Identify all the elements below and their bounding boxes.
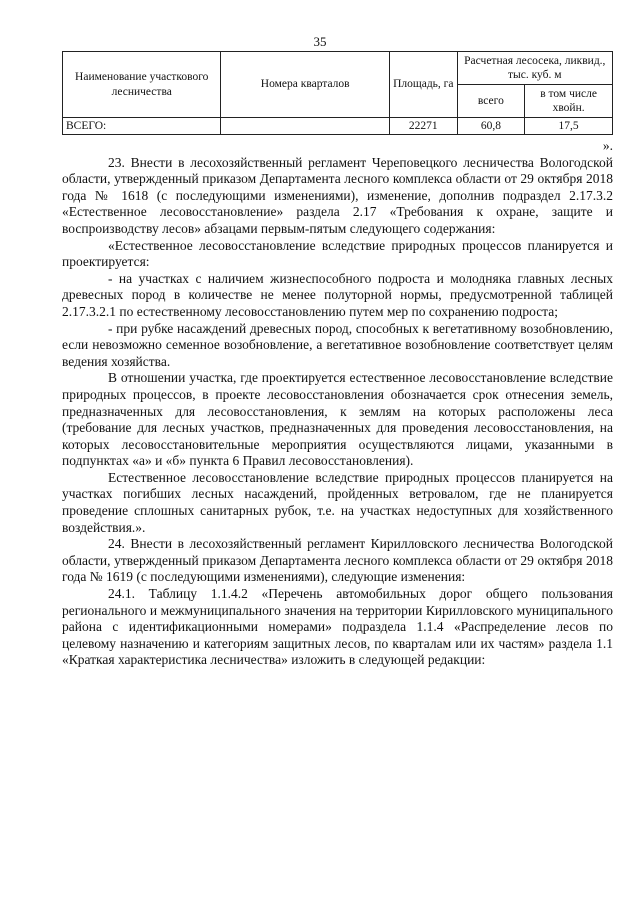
table-closing-quote: ». (602, 138, 613, 153)
total-volume: 60,8 (457, 118, 525, 135)
document-body (62, 138, 613, 669)
total-quarters (221, 118, 390, 135)
paragraph-bullet-undergrowth: - на участках с наличием жизнеспособного подроста и молодняка главных лесных древесных пород в количестве не менее полуторной нормы, предусмотренной таблицей 2.17.3.2.1 по естественному лесовосстановлению путем мер по сохранению подроста; (62, 270, 613, 319)
paragraph-windfall-areas: Естественное лесовосстановление вследствие природных процессов планируется на участках погибших лесных насаждений, пройденных ветровалом, где не планируется проведение сплошных санитарных рубок, т.е. на участках недоступных для хозяйственного воздействия.». (62, 469, 613, 535)
total-label: ВСЕГО: (63, 118, 221, 135)
paragraph-item-24: 24. Внести в лесохозяйственный регламент Кирилловского лесничества Вологодской области, утвержденный приказом Департамента лесного комплекса области от 29 октября 2018 года № 1619 (с последующими изменениями), следующие изменения: (62, 536, 613, 585)
paragraph-item-24-1: 24.1. Таблицу 1.1.4.2 «Перечень автомобильных дорог общего пользования регионального и межмуниципального значения на территории Кирилловского муниципального района с идентификационными номерами» подраздела 1.1.4 «Распределение лесов по целевому назначению и категориям защитных лесов, по кварталам или их частям» раздела 1.1 «Краткая характеристика лесничества» изложить в следующей редакции: (62, 586, 613, 668)
table-header-row (63, 52, 613, 85)
header-forestry-name: Наименование участкового лесничества (63, 52, 221, 118)
page-number: 35 (313, 34, 327, 49)
paragraph-bullet-vegetative: - при рубке насаждений древесных пород, способных к вегетативному возобновлению, если невозможно семенное возобновление, а вегетативное возобновление соответствует целям ведения хозяйства. (62, 320, 613, 369)
paragraph-natural-regeneration-intro: «Естественное лесовосстановление вследствие природных процессов планируется и проектируется: (62, 237, 613, 270)
paragraph-regeneration-project: В отношении участка, где проектируется естественное лесовосстановление вследствие природных процессов, в проекте лесовосстановления обозначается срок отнесения земель, предназначенных для лесовосстановления, к землям на которых расположены леса (требование для лесных участков, предназначенных для проведения лесовосстановления, на которых лесовосстановительные мероприятия осуществляются лицами, указанными в подпунктах «а» и «б» пункта 6 Правил лесовосстановления). (62, 370, 613, 469)
total-area: 22271 (389, 118, 457, 135)
header-estimated-cutting: Расчетная лесосека, ликвид., тыс. куб. м (457, 52, 612, 85)
total-conifer-volume: 17,5 (525, 118, 613, 135)
forest-summary-table (62, 51, 613, 135)
paragraph-item-23: 23. Внести в лесохозяйственный регламент Череповецкого лесничества Вологодской области, утвержденный приказом Департамента лесного комплекса области от 29 октября 2018 года № 1618 (с последующими изменениями), изменение, дополнив подраздел 2.17.3.2 «Естественное лесовосстановление» раздела 2.17 «Требования к охране, защите и воспроизводству лесов» абзацами первым-пятым следующего содержания: (62, 154, 613, 236)
header-area: Площадь, га (389, 52, 457, 118)
header-conifer: в том числе хвойн. (525, 85, 613, 118)
table-total-row (63, 118, 613, 135)
header-total: всего (457, 85, 525, 118)
header-quarter-numbers: Номера кварталов (221, 52, 390, 118)
